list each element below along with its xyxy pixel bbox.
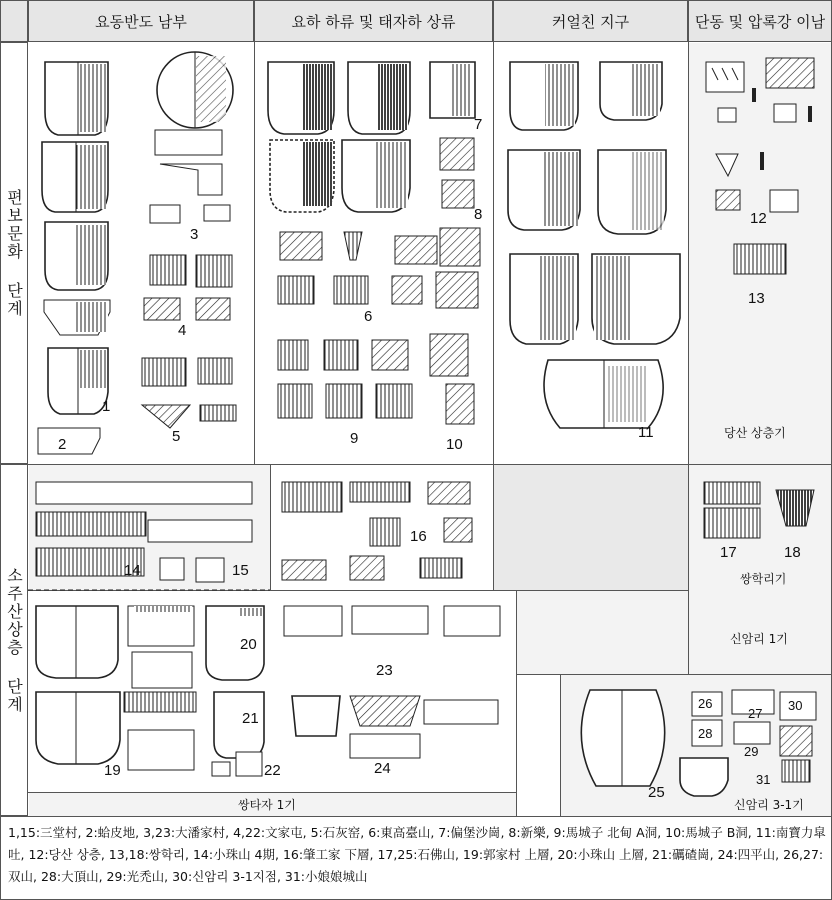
phase-caption: 신암리 1기 [730,632,788,646]
figure-number: 8 [474,206,483,223]
pot-drawing [508,150,580,230]
sherd-group [142,205,236,428]
figure-number: 12 [750,210,767,227]
figure-number: 1 [102,398,111,415]
figure-number: 19 [104,762,121,779]
pot-drawing [157,52,233,128]
figure-number: 14 [124,562,141,579]
pot-drawing [38,428,100,454]
figure-number: 23 [376,662,393,679]
pot-drawing [36,482,252,582]
figure-number: 25 [648,784,665,801]
figure-number: 29 [744,744,759,759]
pot-drawing [42,142,108,212]
phase-caption: 신암리 3-1기 [734,798,804,812]
pot-drawing [48,348,111,415]
phase-caption: 쌍학리기 [740,572,787,586]
pot-drawing [581,690,664,786]
figure-number: 28 [698,726,713,741]
figure-number: 15 [232,562,249,579]
pot-drawing [45,62,108,135]
figure-number: 5 [172,428,181,445]
pot-drawing [36,692,120,764]
pot-drawing [268,62,334,134]
figure-number: 3 [190,226,199,243]
pot-drawing [510,62,578,130]
pot-drawing [128,606,194,688]
figure-number: 18 [784,544,801,561]
pot-drawing [510,254,578,344]
pot-drawing [598,150,666,234]
sherd-group [704,482,814,538]
header-label: 요동반도 남부 [95,12,187,31]
figure-number: 11 [638,424,654,441]
phase-caption: 쌍타자 1기 [238,798,296,812]
pot-drawing [342,140,410,212]
pot-drawing [348,62,410,134]
pot-drawing [45,222,108,290]
figure-number: 4 [178,322,187,339]
figure-number: 17 [720,544,737,561]
pot-drawing [44,300,110,335]
figure-number: 6 [364,308,373,325]
pot-drawing [270,140,334,212]
sherd-group [282,482,472,580]
figure-number: 21 [242,710,259,727]
figure-number: 10 [446,436,463,453]
pot-drawing [592,254,680,344]
pot-drawing [155,130,222,195]
figure-number: 30 [788,698,803,713]
figure-number: 7 [474,116,483,133]
sherd-group [284,606,500,636]
row-label-text: 소주산상층 단계 [4,566,24,714]
figure-number: 16 [410,528,427,545]
pot-drawing [430,62,475,118]
pot-drawing [124,692,196,770]
site-legend: 1,15:三堂村, 2:蛤皮地, 3,23:大潘家村, 4,22:文家屯, 5:石灰窑, 6:東高臺山, 7:偏堡沙崗, 8:新樂, 9:馬城子 北甸 A洞, 10:馬城子 B洞, 11:南寶力皐吐, 12:당산 상층, 13,18:쌍학리, 14:小珠山 4期, 16:肇工家 下層, 17,25:石佛山, 19:郭家村 上層, 20:小珠山 上層, 21:礪碴崗, 24:四平山, 26,27:双山, 28:大頂山, 29:光禿山, 30:신암리 3-1지점, 31:小娘娘城山 [8,825,826,884]
row-label-text: 편보문화 단계 [4,188,24,318]
figure-number: 24 [374,760,391,777]
figure-number: 22 [264,762,281,779]
phase-caption: 당산 상층기 [724,426,786,440]
pot-drawing [212,692,264,776]
figure-number: 31 [756,772,771,787]
pot-drawing [600,62,662,120]
figure-number: 9 [350,430,359,447]
pot-drawing [36,606,118,678]
pot-drawing [292,696,498,758]
figure-number: 20 [240,636,257,653]
header-label: 요하 하류 및 태자하 상류 [291,12,456,31]
pot-drawing [544,360,663,428]
figure-number: 26 [698,696,713,711]
figure-number: 2 [58,436,67,453]
header-label: 커얼친 지구 [551,12,630,31]
sherd-group [706,58,814,274]
header-label: 단동 및 압록강 이남 [694,12,826,31]
figure-number: 13 [748,290,765,307]
figure-number: 27 [748,706,763,721]
